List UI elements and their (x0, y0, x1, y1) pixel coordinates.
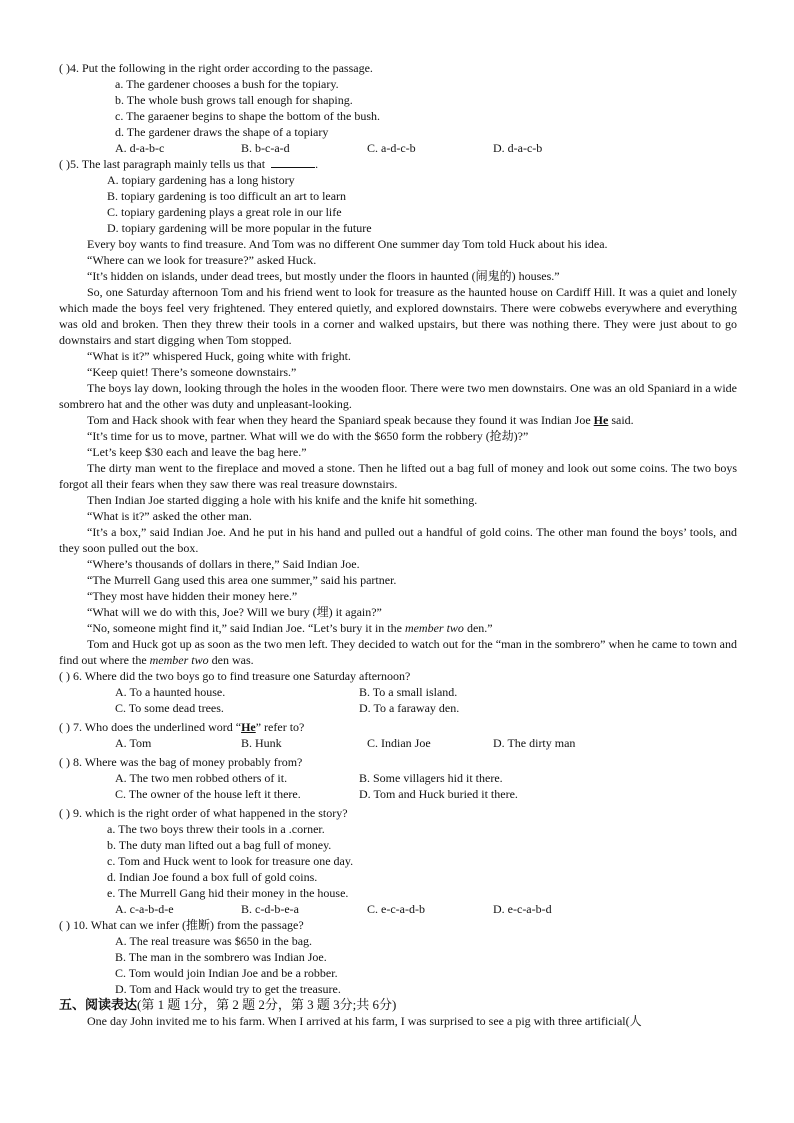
question-9-stem: ( ) 9. which is the right order of what happened in the story? (59, 806, 348, 820)
question-4-stem: ( )4. Put the following in the right order according to the passage. (59, 61, 373, 75)
q8-option-a[interactable]: A. The two men robbed others of it. (115, 771, 288, 785)
q6-options-row2 (59, 700, 737, 716)
exam-page (59, 60, 737, 1029)
q4-option-a[interactable]: A. d-a-b-c (115, 141, 165, 155)
passage-paragraph: “Where can we look for treasure?” asked Huck. (87, 253, 317, 267)
q6-option-b[interactable]: B. To a small island. (359, 685, 458, 699)
answer-blank[interactable] (271, 157, 315, 168)
passage-paragraph: Then Indian Joe started digging a hole with his knife and the knife hit something. (87, 493, 478, 507)
question-7-stem: ( ) 7. Who does the underlined word “He” refer to? (59, 720, 305, 734)
section-5-heading: 五、阅读表达(第 1 题 1分，第 2 题 2分，第 3 题 3分;共 6分) (59, 997, 397, 1012)
passage-paragraph: “No, someone might find it,” said Indian Joe. “Let’s bury it in the member two den.” (87, 621, 493, 635)
q4-item-c: c. The garaener begins to shape the bottom of the bush. (115, 109, 381, 123)
q5-option-c[interactable]: C. topiary gardening plays a great role in our life (107, 205, 342, 219)
q8-option-d[interactable]: D. Tom and Huck buried it there. (359, 787, 518, 801)
passage-paragraph: Tom and Huck got up as soon as the two men left. They decided to watch out for the “man in the sombrero” when he came to town and find out where the member two den was. (59, 637, 737, 667)
question-5-stem: ( )5. The last paragraph mainly tells us that . (59, 157, 319, 171)
passage-paragraph: “What will we do with this, Joe? Will we bury (埋) it again?” (87, 605, 382, 619)
passage-paragraph: “Let’s keep $30 each and leave the bag here.” (87, 445, 307, 459)
q9-option-d[interactable]: D. e-c-a-b-d (493, 902, 552, 916)
passage-paragraph: “It’s time for us to move, partner. What will we do with the $650 form the robbery (抢劫)?” (87, 429, 529, 443)
q9-option-c[interactable]: C. e-c-a-d-b (367, 902, 425, 916)
q9-item-a: a. The two boys threw their tools in a .corner. (107, 822, 325, 836)
q10-option-a[interactable]: A. The real treasure was $650 in the bag. (115, 934, 313, 948)
passage-paragraph: “What is it?” whispered Huck, going white with fright. (87, 349, 351, 363)
underlined-word-he: He (241, 720, 256, 734)
q6-options-row1 (59, 684, 737, 700)
underlined-word-he: He (593, 413, 609, 427)
section-5-intro: One day John invited me to his farm. When I arrived at his farm, I was surprised to see a pig with three artificial(人 (87, 1014, 642, 1028)
q4-option-b[interactable]: B. b-c-a-d (241, 141, 290, 155)
q5-option-a[interactable]: A. topiary gardening has a long history (107, 173, 295, 187)
q10-option-c[interactable]: C. Tom would join Indian Joe and be a robber. (115, 966, 338, 980)
q9-option-b[interactable]: B. c-d-b-e-a (241, 902, 299, 916)
q9-item-c: c. Tom and Huck went to look for treasure one day. (107, 854, 354, 868)
passage-paragraph: “Where’s thousands of dollars in there,” Said Indian Joe. (87, 557, 360, 571)
passage-paragraph: “It’s a box,” said Indian Joe. And he put in his hand and pulled out a handful of gold coins. The other man found the boys’ tools, and they soon pulled out the box. (59, 525, 737, 555)
q7-option-a[interactable]: A. Tom (115, 736, 152, 750)
q7-option-c[interactable]: C. Indian Joe (367, 736, 431, 750)
q9-item-d: d. Indian Joe found a box full of gold coins. (107, 870, 318, 884)
q5-option-b[interactable]: B. topiary gardening is too difficult an art to learn (107, 189, 347, 203)
q10-option-b[interactable]: B. The man in the sombrero was Indian Joe. (115, 950, 327, 964)
q8-option-b[interactable]: B. Some villagers hid it there. (359, 771, 503, 785)
q6-option-d[interactable]: D. To a faraway den. (359, 701, 460, 715)
q8-options-row1 (59, 770, 737, 786)
q9-item-b: b. The duty man lifted out a bag full of money. (107, 838, 332, 852)
passage-paragraph: “The Murrell Gang used this area one summer,” said his partner. (87, 573, 397, 587)
q7-options (59, 735, 737, 751)
question-10-stem: ( ) 10. What can we infer (推断) from the passage? (59, 918, 304, 932)
q4-item-d: d. The gardener draws the shape of a topiary (115, 125, 329, 139)
q6-option-a[interactable]: A. To a haunted house. (115, 685, 226, 699)
q7-option-b[interactable]: B. Hunk (241, 736, 282, 750)
q5-option-d[interactable]: D. topiary gardening will be more popular in the future (107, 221, 372, 235)
q9-option-a[interactable]: A. c-a-b-d-e (115, 902, 174, 916)
question-6-stem: ( ) 6. Where did the two boys go to find treasure one Saturday afternoon? (59, 669, 411, 683)
passage-paragraph: “They most have hidden their money here.” (87, 589, 298, 603)
passage-paragraph: The boys lay down, looking through the holes in the wooden floor. There were two men downstairs. One was an old Spaniard in a wide sombrero hat and the other was duty and unpleasant-looking. (59, 381, 737, 411)
passage-paragraph: So, one Saturday afternoon Tom and his friend went to look for treasure as the haunted house on Cardiff Hill. It was a quiet and lonely which made the boys feel very frightened. They entered quietly, and explored downstairs. There were cobwebs everywhere and everything was old and broken. Then they threw their tools in a corner and walked upstairs, but there was nothing there. They were just about to go downstairs and start digging when Tom stopped. (59, 285, 737, 347)
passage-paragraph: The dirty man went to the fireplace and moved a stone. Then he lifted out a bag full of money and look out some coins. The two boys forgot all their fears when they saw there was real treasure downstairs. (59, 461, 737, 491)
q6-option-c[interactable]: C. To some dead trees. (115, 701, 224, 715)
q8-option-c[interactable]: C. The owner of the house left it there. (115, 787, 301, 801)
passage-paragraph: Every boy wants to find treasure. And Tom was no different One summer day Tom told Huck about his idea. (87, 237, 608, 251)
q9-item-e: e. The Murrell Gang hid their money in the house. (107, 886, 349, 900)
passage-paragraph: “It’s hidden on islands, under dead trees, but mostly under the floors in haunted (闹鬼的) houses.” (87, 269, 560, 283)
q10-option-d[interactable]: D. Tom and Hack would try to get the treasure. (115, 982, 341, 996)
q4-item-b: b. The whole bush grows tall enough for shaping. (115, 93, 353, 107)
q4-option-c[interactable]: C. a-d-c-b (367, 141, 416, 155)
passage-paragraph: “What is it?” asked the other man. (87, 509, 252, 523)
question-8-stem: ( ) 8. Where was the bag of money probably from? (59, 755, 303, 769)
passage-paragraph: “Keep quiet! There’s someone downstairs.” (87, 365, 297, 379)
q4-option-d[interactable]: D. d-a-c-b (493, 141, 543, 155)
q4-options (59, 140, 737, 156)
q4-item-a: a. The gardener chooses a bush for the topiary. (115, 77, 339, 91)
q7-option-d[interactable]: D. The dirty man (493, 736, 576, 750)
passage-paragraph: Tom and Hack shook with fear when they heard the Spaniard speak because they found it was Indian Joe He said. (87, 413, 634, 427)
q8-options-row2 (59, 786, 737, 802)
q9-options (59, 901, 737, 917)
